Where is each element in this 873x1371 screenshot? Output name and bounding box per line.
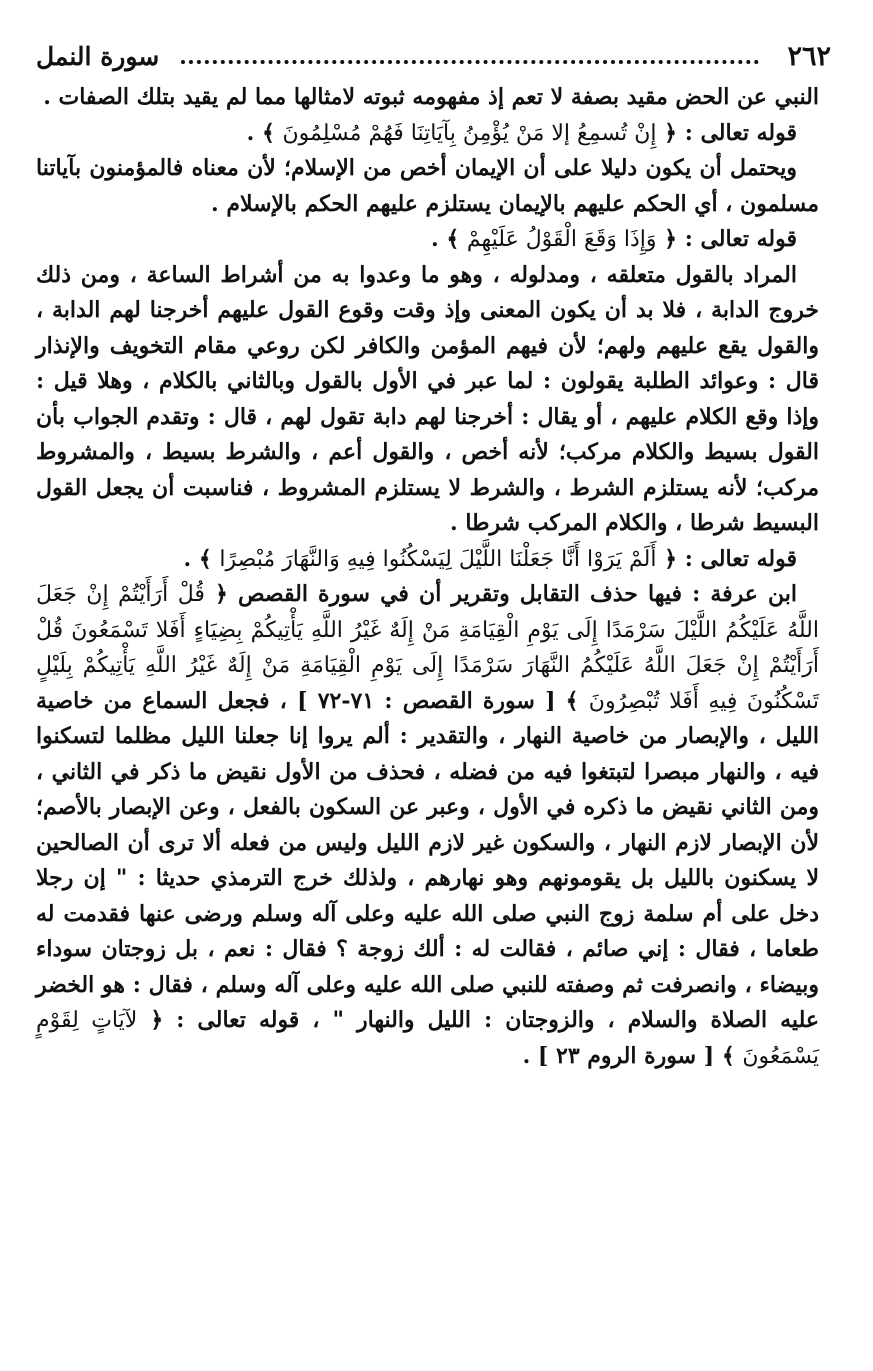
verse-close: ﴾ [ سورة الروم ٢٣ ] . (522, 1042, 743, 1069)
quran-verse: لآيَاتٍ لِقَوْمٍ يَسْمَعُونَ (36, 1008, 819, 1069)
commentary-paragraph (36, 577, 819, 1074)
verse-intro: قوله تعالى : ﴿ (656, 119, 797, 146)
paragraph-text: ابن عرفة : فيها حذف التقابل وتقرير أن في سورة القصص ﴿ (204, 581, 797, 607)
paragraph-continuation (36, 80, 819, 116)
page-number: ٢٦٢ (787, 40, 831, 72)
verse-heading (36, 116, 819, 152)
paragraph-text: المراد بالقول متعلقه ، ومدلوله ، وهو ما وعدوا به من أشراط الساعة ، ومن ذلك خروج الدابة ، فلا بد أن يكون المعنى وإذ وقت وقوع القول عليهم أخرجنا لهم الدابة ، والقول يقع عليهم ولهم؛ لأن فيهم المؤمن والكافر لكن روعي مقام التخويف والإنذار قال : وعوائد الطلبة يقولون : لما عبر في الأول بالقول وبالثاني بالكلام ، وهلا قيل : وإذا وقع الكلام عليهم ، أو يقال : أخرجنا لهم دابة تقول لهم ، قال : وتقدم الجواب بأن القول بسيط والكلام مركب؛ لأنه أخص ، والقول أعم ، والشرط بسيط ، والمشروط مركب؛ لأنه يستلزم الشرط ، والشرط لا يستلزم المشروط ، فناسبت أن يجعل القول البسيط شرطا ، والكلام المركب شرطا . (36, 261, 819, 536)
running-title: سورة النمل (36, 41, 160, 71)
paragraph-text: النبي عن الحض مقيد بصفة لا تعم إذ مفهومه ثبوته لامثالها مما لم يقيد بتلك الصفات . (43, 84, 819, 110)
paragraph-text: ويحتمل أن يكون دليلا على أن الإيمان أخص من الإسلام؛ لأن معناه فالمؤمنون بآياتنا مسلمون ، أي الحكم عليهم بالإيمان يستلزم عليهم الحكم بالإسلام . (36, 155, 819, 217)
page-header (36, 36, 831, 76)
verse-intro: قوله تعالى : ﴿ (656, 226, 797, 252)
verse-heading (36, 222, 819, 258)
commentary-paragraph (36, 151, 819, 222)
quran-verse: وَإِذَا وَقَعَ الْقَوْلُ عَلَيْهِمْ (466, 227, 657, 252)
verse-heading (36, 542, 819, 578)
header-dotted-rule (181, 60, 759, 64)
quran-verse: قُلْ أَرَأَيْتُمْ إِنْ جَعَلَ اللَّهُ عَلَيْكُمُ اللَّيْلَ سَرْمَدًا إِلَى يَوْمِ الْقِيَامَةِ مَنْ إِلَهٌ غَيْرُ اللَّهِ يَأْتِيكُمْ بِضِيَاءٍ أَفَلا تَسْمَعُونَ قُلْ أَرَأَيْتُمْ إِنْ جَعَلَ اللَّهُ عَلَيْكُمُ النَّهَارَ سَرْمَدًا إِلَى يَوْمِ الْقِيَامَةِ مَنْ إِلَهٌ غَيْرُ اللَّهِ يَأْتِيكُمْ بِلَيْلٍ تَسْكُنُونَ فِيهِ أَفَلا تُبْصِرُونَ (36, 582, 819, 714)
commentary-paragraph (36, 258, 819, 542)
verse-close: ﴾ . (183, 545, 220, 572)
verse-close: ﴾ . (431, 226, 467, 252)
page-body (36, 80, 819, 1074)
verse-intro: قوله تعالى : ﴿ (656, 545, 797, 572)
quran-verse: أَلَمْ يَرَوْا أَنَّا جَعَلْنَا اللَّيْلَ لِيَسْكُنُوا فِيهِ وَالنَّهَارَ مُبْصِرًا (219, 546, 657, 572)
paragraph-text: ﴾ [ سورة القصص : ٧١-٧٢ ] ، فجعل السماع من خاصية الليل ، والإبصار من خاصية النهار ، والتقدير : ألم يروا إنا جعلنا الليل مظلما لتسكنوا فيه ، والنهار مبصرا لتبتغوا فيه من فضله ، فحذف من الأول نقيض ما ذكر في الثاني ، ومن الثاني نقيض ما ذكره في الأول ، وعبر عن السكون بالفعل ، وعن الإبصار بالأصم؛ لأن الإبصار لازم النهار ، والسكون غير لازم الليل وليس من فعله ألا ترى أن الصالحين لا يسكنون بالليل بل يقومونهم وهو نهارهم ، ولذلك خرج الترمذي حديثا : " إن رجلا دخل على أم سلمة زوج النبي صلى الله عليه وعلى آله وسلم ورضى عنها فقدمت له طعاما ، فقال : إني صائم ، فقالت له : ألك زوجة ؟ فقال : نعم ، بل زوجتان سوداء وبيضاء ، وانصرفت ثم وصفته للنبي صلى الله عليه وعلى آله وسلم ، فقال : هو الخضر عليه الصلاة والسلام ، والزوجتان : الليل والنهار " ، قوله تعالى : ﴿ (36, 687, 819, 1033)
quran-verse: إِنْ تُسمِعُ إلا مَنْ يُؤْمِنُ بِآيَاتِنَا فَهُمْ مُسْلِمُونَ (282, 120, 657, 146)
verse-close: ﴾ . (246, 119, 283, 146)
